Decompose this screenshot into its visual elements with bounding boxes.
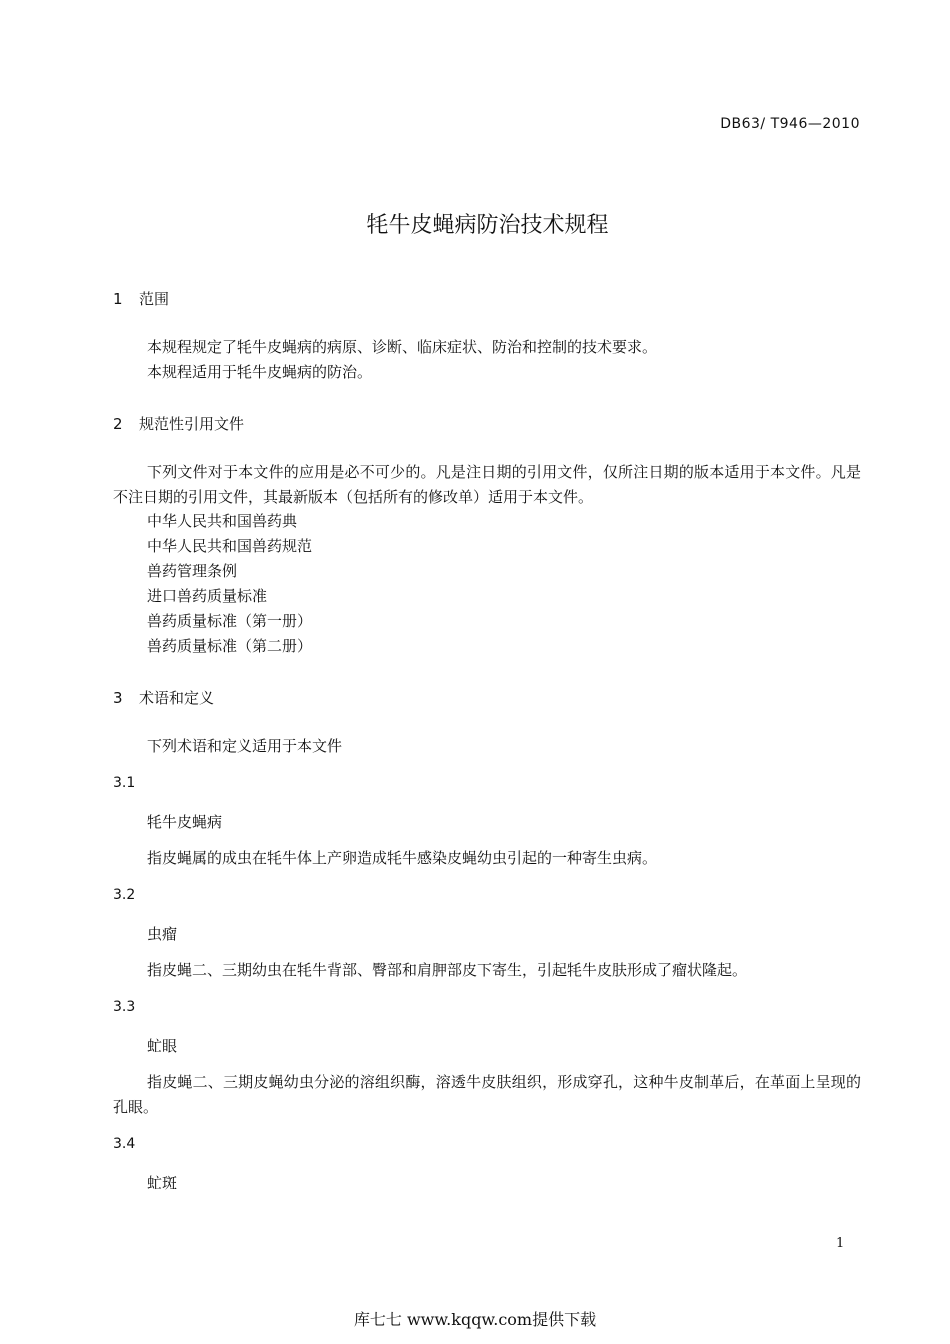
term-definition xyxy=(113,1070,861,1120)
term-name: 牦牛皮蝇病 xyxy=(147,813,223,831)
section-heading xyxy=(113,687,214,708)
section-title: 术语和定义 xyxy=(139,689,215,707)
reference-item: 中华人民共和国兽药典 xyxy=(147,512,298,530)
document-code: DB63/ T946—2010 xyxy=(720,116,860,132)
reference-item: 进口兽药质量标准 xyxy=(147,587,268,605)
document-title: 牦牛皮蝇病防治技术规程 xyxy=(366,213,609,238)
section-heading xyxy=(113,288,169,309)
term-name: 虫瘤 xyxy=(147,925,178,943)
paragraph: 指皮蝇二、三期幼虫在牦牛背部、臀部和肩胛部皮下寄生，引起牦牛皮肤形成了瘤状隆起。 xyxy=(147,961,748,979)
section-number: 2 xyxy=(113,415,123,433)
term-definition xyxy=(113,958,861,983)
term-number: 3.4 xyxy=(113,1136,136,1152)
paragraph: 本规程适用于牦牛皮蝇病的防治。 xyxy=(147,363,373,381)
paragraph: 指皮蝇二、三期皮蝇幼虫分泌的溶组织酶，溶透牛皮肤组织，形成穿孔，这种牛皮制革后，在革面上呈现的孔眼。 xyxy=(113,1073,861,1116)
section-title: 范围 xyxy=(139,290,170,308)
paragraph: 本规程规定了牦牛皮蝇病的病原、诊断、临床症状、防治和控制的技术要求。 xyxy=(147,338,658,356)
section-body xyxy=(113,460,861,510)
footer-watermark: 库七七 www.kqqw.com提供下载 xyxy=(353,1310,597,1329)
section-number: 3 xyxy=(113,689,123,707)
term-name: 虻斑 xyxy=(147,1174,178,1192)
section-intro: 下列术语和定义适用于本文件 xyxy=(147,737,343,755)
reference-item: 兽药质量标准（第二册） xyxy=(147,637,313,655)
reference-item: 中华人民共和国兽药规范 xyxy=(147,537,313,555)
section-body xyxy=(113,335,861,385)
term-definition xyxy=(113,846,861,871)
term-number: 3.2 xyxy=(113,887,136,903)
paragraph: 指皮蝇属的成虫在牦牛体上产卵造成牦牛感染皮蝇幼虫引起的一种寄生虫病。 xyxy=(147,849,658,867)
reference-item: 兽药管理条例 xyxy=(147,562,238,580)
section-title: 规范性引用文件 xyxy=(139,415,245,433)
term-number: 3.1 xyxy=(113,775,136,791)
paragraph: 下列文件对于本文件的应用是必不可少的。凡是注日期的引用文件，仅所注日期的版本适用于本文件。凡是不注日期的引用文件，其最新版本（包括所有的修改单）适用于本文件。 xyxy=(113,463,861,506)
term-number: 3.3 xyxy=(113,999,136,1015)
page-number: 1 xyxy=(836,1236,845,1251)
term-name: 虻眼 xyxy=(147,1037,178,1055)
section-heading xyxy=(113,413,244,434)
reference-item: 兽药质量标准（第一册） xyxy=(147,612,313,630)
section-number: 1 xyxy=(113,290,123,308)
